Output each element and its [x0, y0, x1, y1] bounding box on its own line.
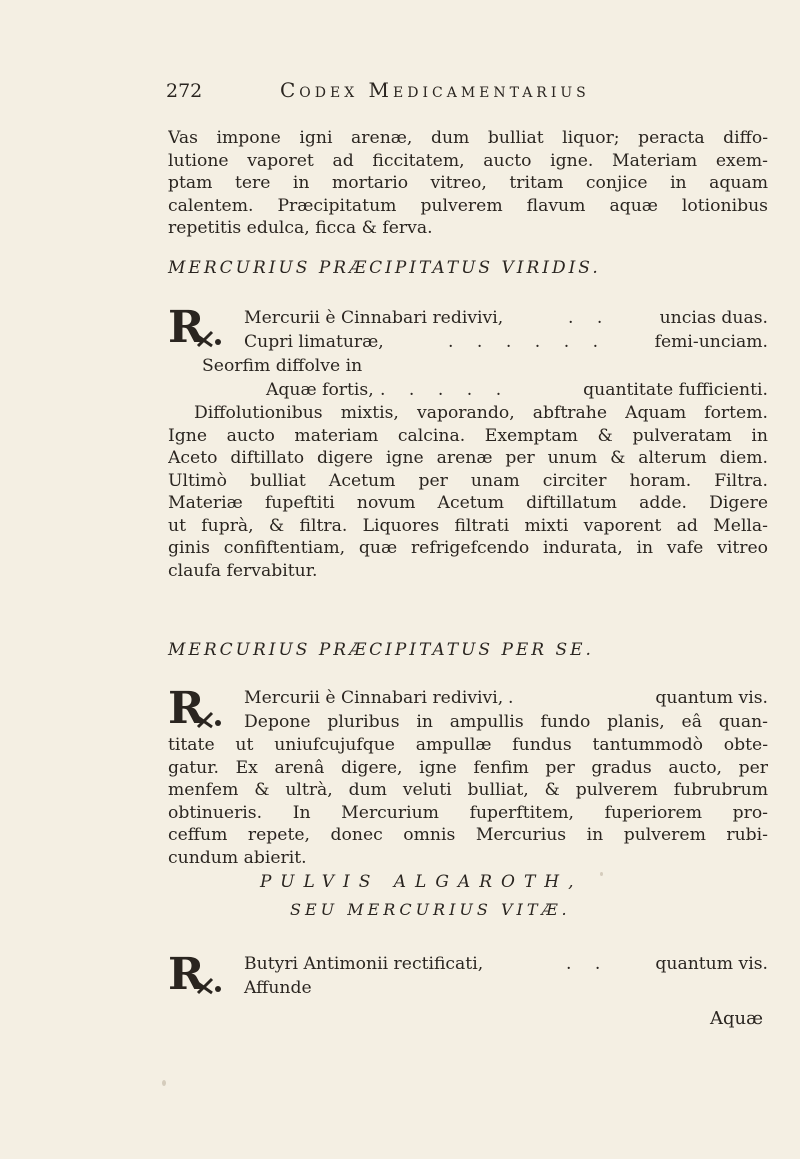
- section-title-viridis: MERCURIUS PRÆCIPITATUS VIRIDIS.: [168, 258, 601, 278]
- quantity: quantum vis.: [655, 954, 768, 974]
- recipe-row: [168, 330, 768, 354]
- catchword: Aquæ: [710, 1008, 764, 1029]
- section-subtitle-algaroth: SEU MERCURIUS VITÆ.: [290, 900, 571, 919]
- text-line: lutione vaporet ad ficcitatem, aucto igne. Materiam exem-: [168, 150, 768, 171]
- ingredient: Cupri limaturæ,: [244, 332, 384, 352]
- recipe-row: [168, 686, 768, 710]
- ingredient: Butyri Antimonii rectificati,: [244, 954, 484, 974]
- leader-dots: . .: [566, 954, 610, 974]
- svg-text:R: R: [168, 949, 205, 997]
- quantity: femi-unciam.: [654, 332, 768, 352]
- leader-dots: . . . . .: [380, 380, 511, 400]
- text-line: ptam tere in mortario vitreo, tritam conjice in aquam: [168, 173, 768, 193]
- running-head: Codex Medicamentarius: [280, 78, 590, 102]
- affunde-text: Affunde: [244, 978, 312, 998]
- text-line: gatur. Ex arenâ digere, igne fenfim per gradus aucto, per: [168, 757, 768, 778]
- section-per-se-body: [168, 734, 768, 869]
- recipe-row: [168, 378, 768, 402]
- section-title-algaroth: PULVIS ALGAROTH,: [260, 872, 583, 892]
- text-line: ginis confiftentiam, quæ refrigefcendo indurata, in vafe vitreo: [168, 538, 768, 558]
- quantity: quantitate fufficienti.: [583, 380, 768, 400]
- leader-dots: . . . . . .: [448, 332, 608, 352]
- recipe-row: [168, 306, 768, 330]
- text-line: Igne aucto materiam calcina. Exemptam & pulveratam in: [168, 425, 768, 446]
- section-title-per-se: MERCURIUS PRÆCIPITATUS PER SE.: [168, 640, 594, 660]
- text-line: obtinueris. In Mercurium fuperftitem, fuperiorem pro-: [168, 802, 768, 823]
- text-line: ceffum repete, donec omnis Mercurius in pulverem rubi-: [168, 825, 768, 845]
- text-line: menfem & ultrà, dum veluti bulliat, & pulverem fubrubrum: [168, 780, 768, 800]
- section-viridis-body: [168, 402, 768, 582]
- text-line: Ultimò bulliat Acetum per unam circiter horam. Filtra.: [168, 470, 768, 491]
- affunde-row: [168, 976, 768, 1000]
- text-line: ut fuprà, & filtra. Liquores filtrati mixti vaporent ad Mella-: [168, 515, 768, 536]
- text-line: calentem. Præcipitatum pulverem flavum aquæ lotionibus: [168, 195, 768, 216]
- text-line: claufa fervabitur.: [168, 560, 318, 581]
- text-line: repetitis edulca, ficca & ferva.: [168, 218, 433, 238]
- svg-text:R: R: [168, 683, 205, 731]
- intro-paragraph: [168, 127, 768, 240]
- recipe-row: [168, 952, 768, 976]
- text-line: Diffolutionibus mixtis, vaporando, abftrahe Aquam fortem.: [194, 403, 768, 423]
- ink-speck: [162, 1080, 166, 1086]
- ingredient: Aquæ fortis,: [266, 380, 374, 400]
- leader-dots: . .: [568, 308, 612, 328]
- svg-text:R: R: [168, 302, 205, 350]
- text-line: Vas impone igni arenæ, dum bulliat liquor; peracta diffo-: [168, 128, 768, 148]
- dissolve-instruction: [168, 354, 768, 378]
- text-line: Aceto diftillato digere igne arenæ per unum & alterum diem.: [168, 448, 768, 468]
- ingredient: Mercurii è Cinnabari redivivi,: [244, 308, 504, 328]
- dissolve-text: Seorfim diffolve in: [202, 356, 363, 376]
- text-line: Materiæ fupeftiti novum Acetum diftillatum adde. Digere: [168, 493, 768, 513]
- text-line: cundum abierit.: [168, 847, 307, 868]
- ink-speck: [600, 872, 603, 876]
- quantity: uncias duas.: [659, 308, 768, 328]
- leader-dots: .: [508, 688, 523, 708]
- text-line: Depone pluribus in ampullis fundo planis, eâ quan-: [244, 712, 768, 732]
- page-number: 272: [166, 80, 203, 102]
- page-header: [158, 76, 688, 106]
- quantity: quantum vis.: [655, 688, 768, 708]
- text-line-row: [168, 710, 768, 734]
- ingredient: Mercurii è Cinnabari redivivi,: [244, 688, 504, 708]
- text-line: titate ut uniufcujufque ampullæ fundus tantummodò obte-: [168, 735, 768, 755]
